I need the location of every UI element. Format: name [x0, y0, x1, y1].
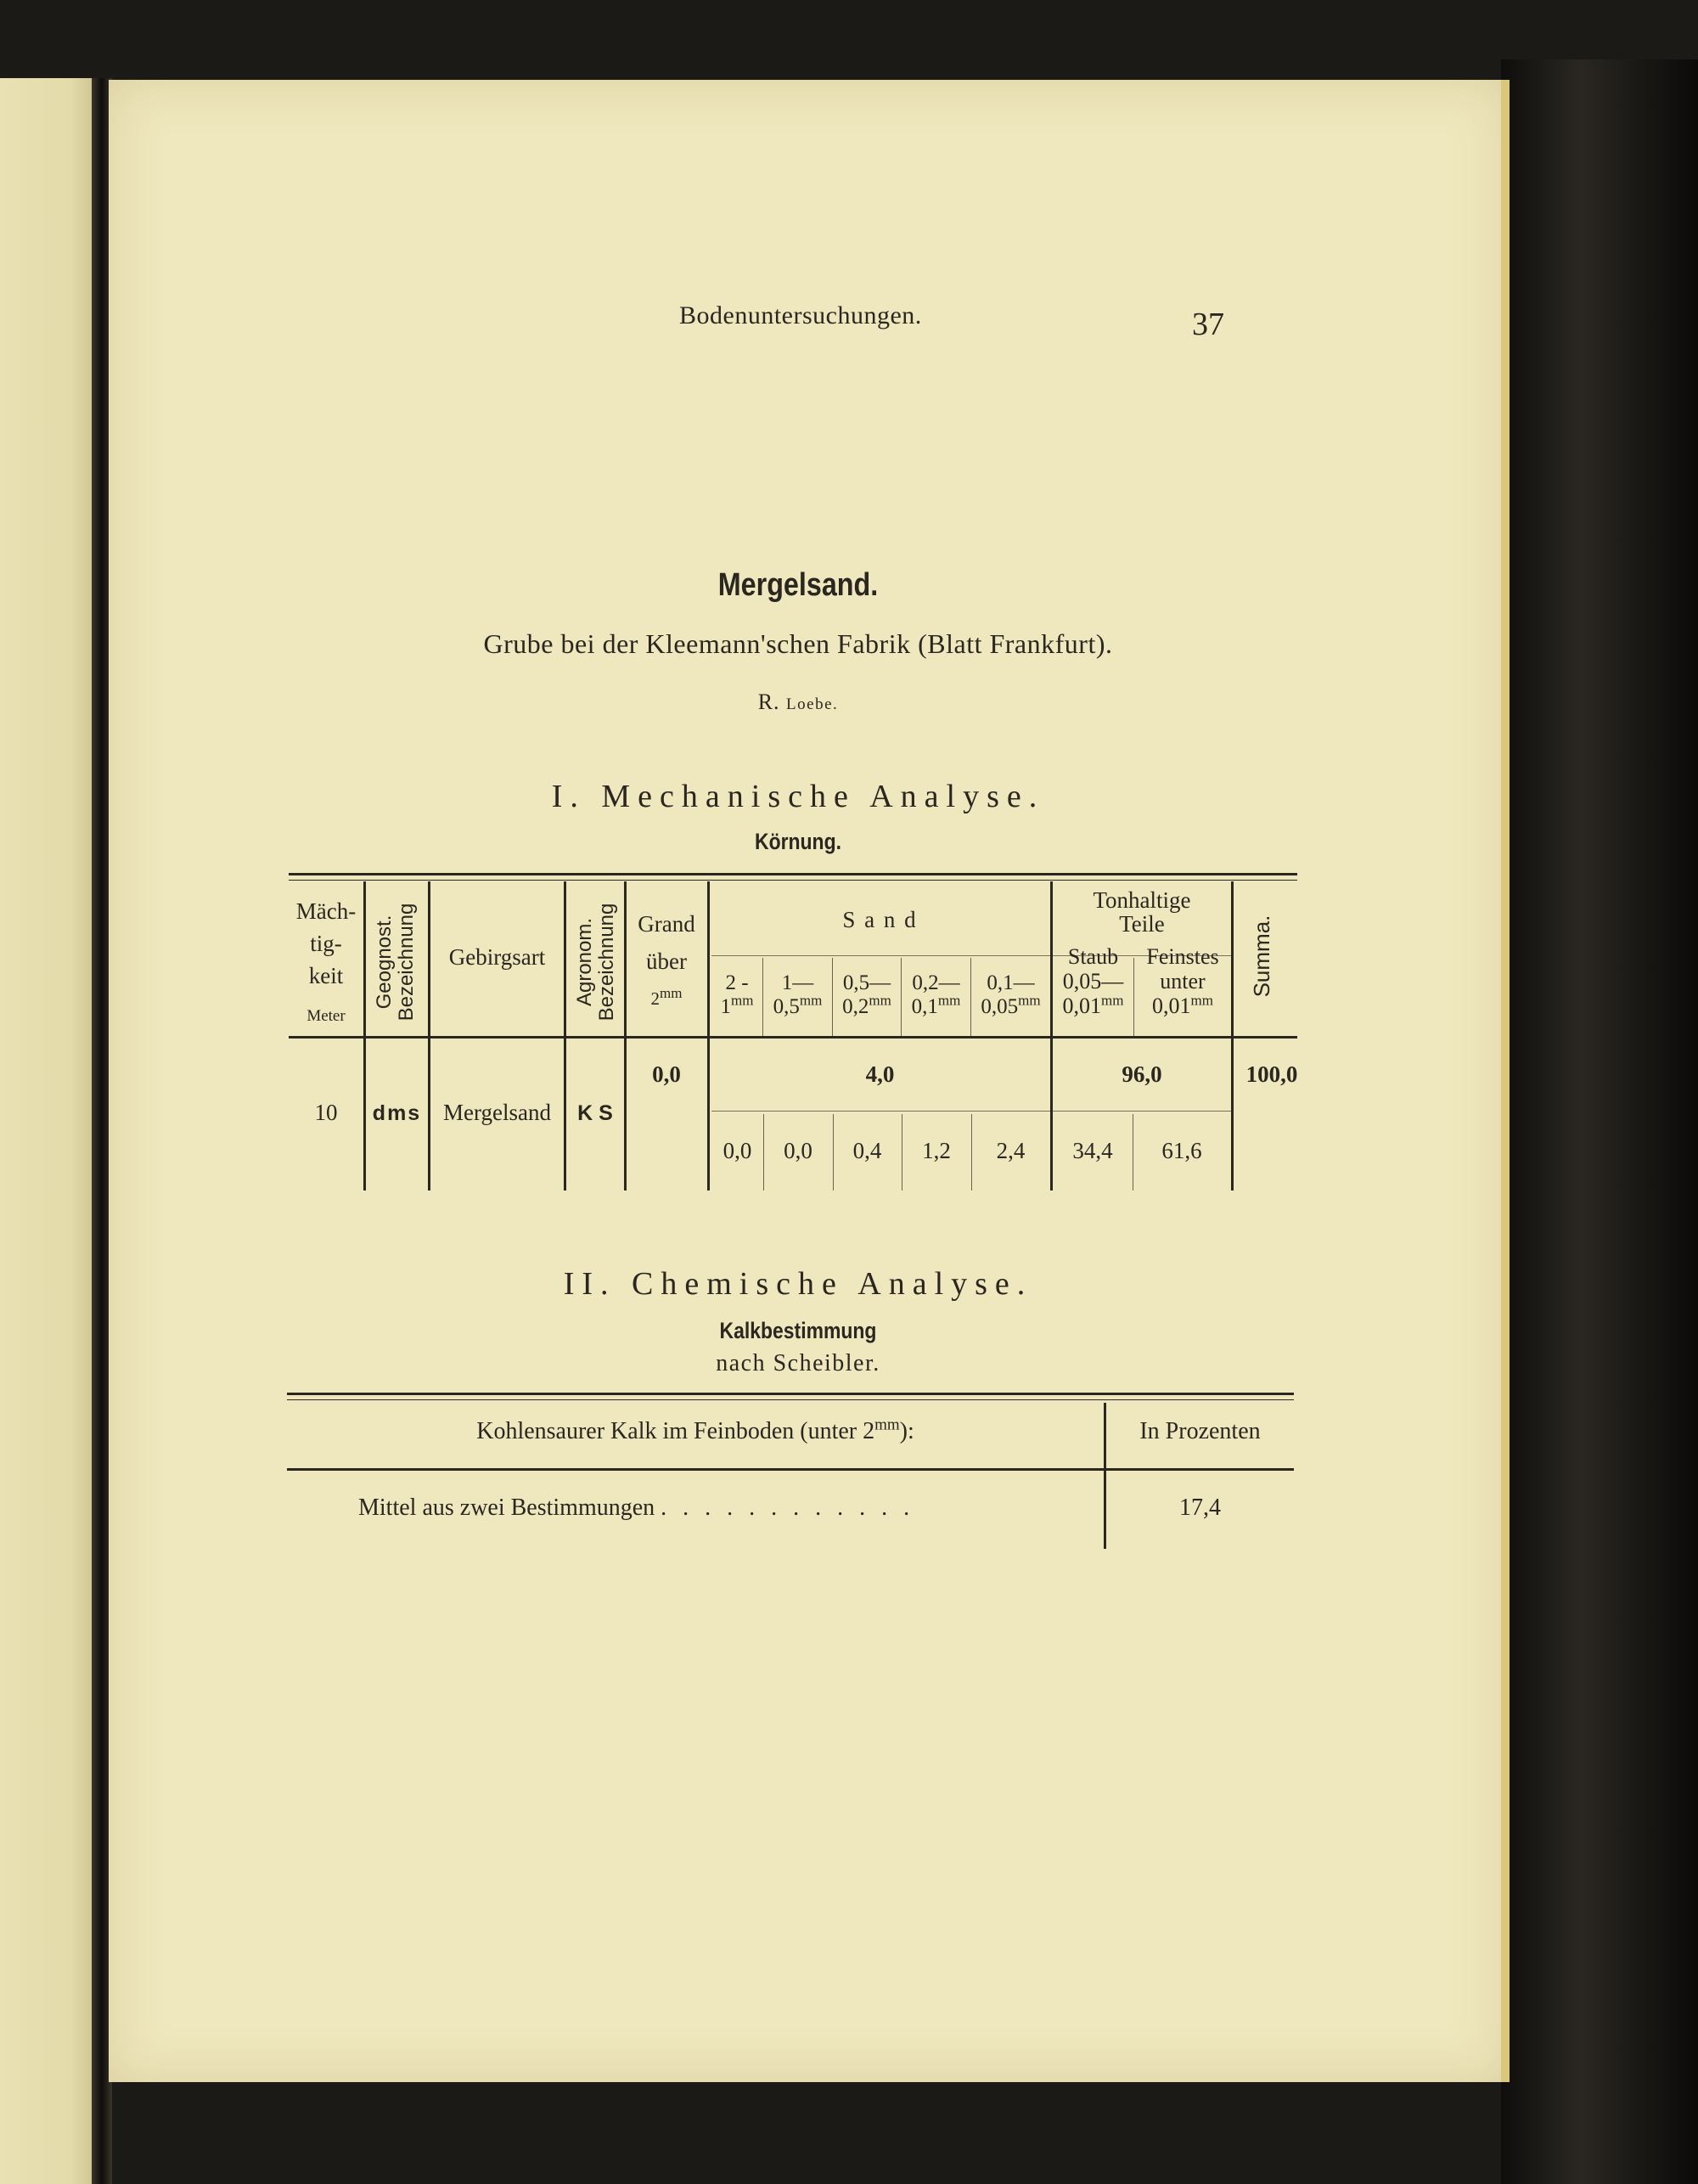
header-agronom-line: Agronom.	[573, 917, 596, 1007]
header-staub-line: 0,01	[1062, 993, 1102, 1018]
table2-col-label-suffix: ):	[899, 1418, 914, 1444]
header-feinstes-line: Feinstes	[1146, 944, 1219, 969]
table2-row-value: 17,4	[1179, 1494, 1221, 1521]
header-grand-number: 2	[650, 988, 661, 1009]
header-sand-col	[711, 971, 762, 1019]
table-header-rule	[289, 1036, 1297, 1039]
table2-header-rule	[287, 1468, 1294, 1471]
sand-subheader-rule	[711, 955, 1050, 956]
cell-sand-value: 0,0	[722, 1138, 752, 1163]
header-meter: Meter	[306, 1007, 346, 1025]
header-grand	[626, 905, 707, 1017]
cell-ton-value: 34,4	[1072, 1138, 1113, 1163]
ton-detail-rule	[1053, 1111, 1231, 1112]
document-subtitle: Grube bei der Kleemann'schen Fabrik (Blatt Frankfurt).	[483, 628, 1113, 659]
header-sand-col	[833, 971, 901, 1019]
sand-col-bottom: 0,2	[842, 995, 869, 1018]
header-staub-line: Staub	[1067, 944, 1119, 969]
header-grand-line: Grand	[638, 911, 695, 937]
author-initial: R.	[757, 690, 787, 714]
header-tonhaltige-line: Tonhaltige	[1093, 887, 1191, 913]
header-summa: Summa.	[1249, 915, 1274, 998]
col-divider	[428, 881, 430, 1191]
table2-row-label: Mittel aus zwei Bestimmungen	[358, 1494, 655, 1521]
col-divider	[564, 881, 566, 1191]
unit-mm: mm	[1018, 992, 1041, 1009]
header-grand-size	[626, 980, 707, 1017]
author-name: Loebe.	[786, 695, 839, 713]
cell-maechtigkeit: 10	[314, 1100, 338, 1125]
col-divider	[363, 881, 366, 1191]
book-cover-edge	[1501, 59, 1698, 2184]
header-geognost	[374, 881, 421, 1043]
header-geognost-line: Bezeichnung	[395, 903, 418, 1022]
unit-mm: mm	[869, 992, 891, 1009]
cell-sand-value: 1,2	[922, 1138, 951, 1163]
section-method: nach Scheibler.	[716, 1350, 880, 1376]
header-maechtigkeit	[289, 895, 363, 992]
table-top-rule	[289, 873, 1297, 875]
header-sand-col	[971, 971, 1050, 1019]
header-gebirgsart: Gebirgsart	[448, 944, 546, 970]
unit-mm: mm	[799, 992, 823, 1009]
header-tonhaltige	[1053, 888, 1231, 936]
header-feinstes-line: unter	[1160, 969, 1206, 993]
table2-col-label-text: Kohlensaurer Kalk im Feinboden (unter 2	[476, 1418, 875, 1444]
header-maechtigkeit-line: Mäch-	[295, 898, 357, 924]
cell-summa: 100,0	[1245, 1061, 1298, 1087]
header-agronom-line: Bezeichnung	[595, 903, 618, 1022]
table2-col-value-header: In Prozenten	[1139, 1418, 1261, 1444]
table-top-rule-thin	[289, 880, 1297, 881]
col-divider	[1231, 881, 1234, 1191]
cell-geognost: dms	[372, 1101, 422, 1125]
sand-detail-rule	[711, 1111, 1050, 1112]
header-grand-line: über	[646, 948, 687, 974]
header-sand: S a n d	[842, 907, 918, 932]
unit-mm: mm	[1101, 992, 1124, 1009]
section-heading-mechanical: I. Mechanische Analyse.	[551, 779, 1045, 814]
cell-sand-value: 2,4	[996, 1138, 1026, 1163]
cell-sand-total: 4,0	[865, 1061, 895, 1087]
section-subheading-kalk: Kalkbestimmung	[719, 1318, 877, 1343]
header-sand-col	[763, 971, 832, 1019]
header-sand-col	[902, 971, 970, 1019]
cell-ton-total: 96,0	[1122, 1061, 1162, 1087]
header-feinstes	[1134, 944, 1231, 1018]
author	[0, 690, 1596, 715]
header-feinstes-line: 0,01	[1152, 993, 1191, 1018]
header-maechtigkeit-line: keit	[308, 963, 344, 988]
table2-row	[358, 1494, 914, 1522]
sand-col-top: 0,2—	[912, 971, 960, 994]
cell-agronom: K S	[577, 1101, 613, 1125]
page-fore-edge	[1501, 80, 1510, 2082]
cell-sand-value: 0,0	[784, 1138, 812, 1163]
header-tonhaltige-line: Teile	[1119, 911, 1165, 937]
sand-col-bottom: 0,1	[911, 995, 938, 1018]
running-head: Bodenuntersuchungen.	[679, 301, 922, 329]
unit-mm: mm	[874, 1416, 900, 1434]
sand-col-top: 1—	[781, 971, 814, 994]
document-title: Mergelsand.	[717, 567, 879, 603]
sand-col-top: 0,1—	[987, 971, 1035, 994]
page-number: 37	[1192, 307, 1224, 342]
cell-grand: 0,0	[652, 1061, 681, 1087]
unit-mm: mm	[937, 992, 961, 1009]
table2-col-label	[287, 1418, 1104, 1445]
cell-ton-value: 61,6	[1161, 1138, 1202, 1163]
header-staub	[1053, 944, 1133, 1018]
left-page-edge	[0, 78, 100, 2184]
sand-col-top: 0,5—	[842, 971, 891, 994]
cell-gebirgsart: Mergelsand	[443, 1100, 551, 1125]
table2-row-leader: . . . . . . . . . . . .	[661, 1494, 915, 1521]
sand-col-top: 2 -	[725, 971, 749, 994]
header-maechtigkeit-line: tig-	[310, 931, 342, 956]
header-agronom	[574, 881, 621, 1043]
sand-col-bottom: 0,05	[981, 995, 1019, 1018]
cell-sand-value: 0,4	[852, 1138, 882, 1163]
unit-mm: mm	[1190, 992, 1213, 1009]
section-heading-chemical: II. Chemische Analyse.	[563, 1266, 1033, 1302]
unit-mm: mm	[731, 992, 754, 1009]
sand-col-bottom: 1	[720, 995, 732, 1018]
sand-col-bottom: 0,5	[773, 995, 800, 1018]
table2-top-rule-thin	[287, 1399, 1294, 1400]
section-subheading-koernung: Körnung.	[755, 829, 841, 854]
header-geognost-line: Geognost.	[373, 915, 396, 1010]
unit-mm: mm	[660, 985, 683, 1001]
header-staub-line: 0,05—	[1062, 969, 1124, 993]
table2-top-rule	[287, 1393, 1294, 1395]
